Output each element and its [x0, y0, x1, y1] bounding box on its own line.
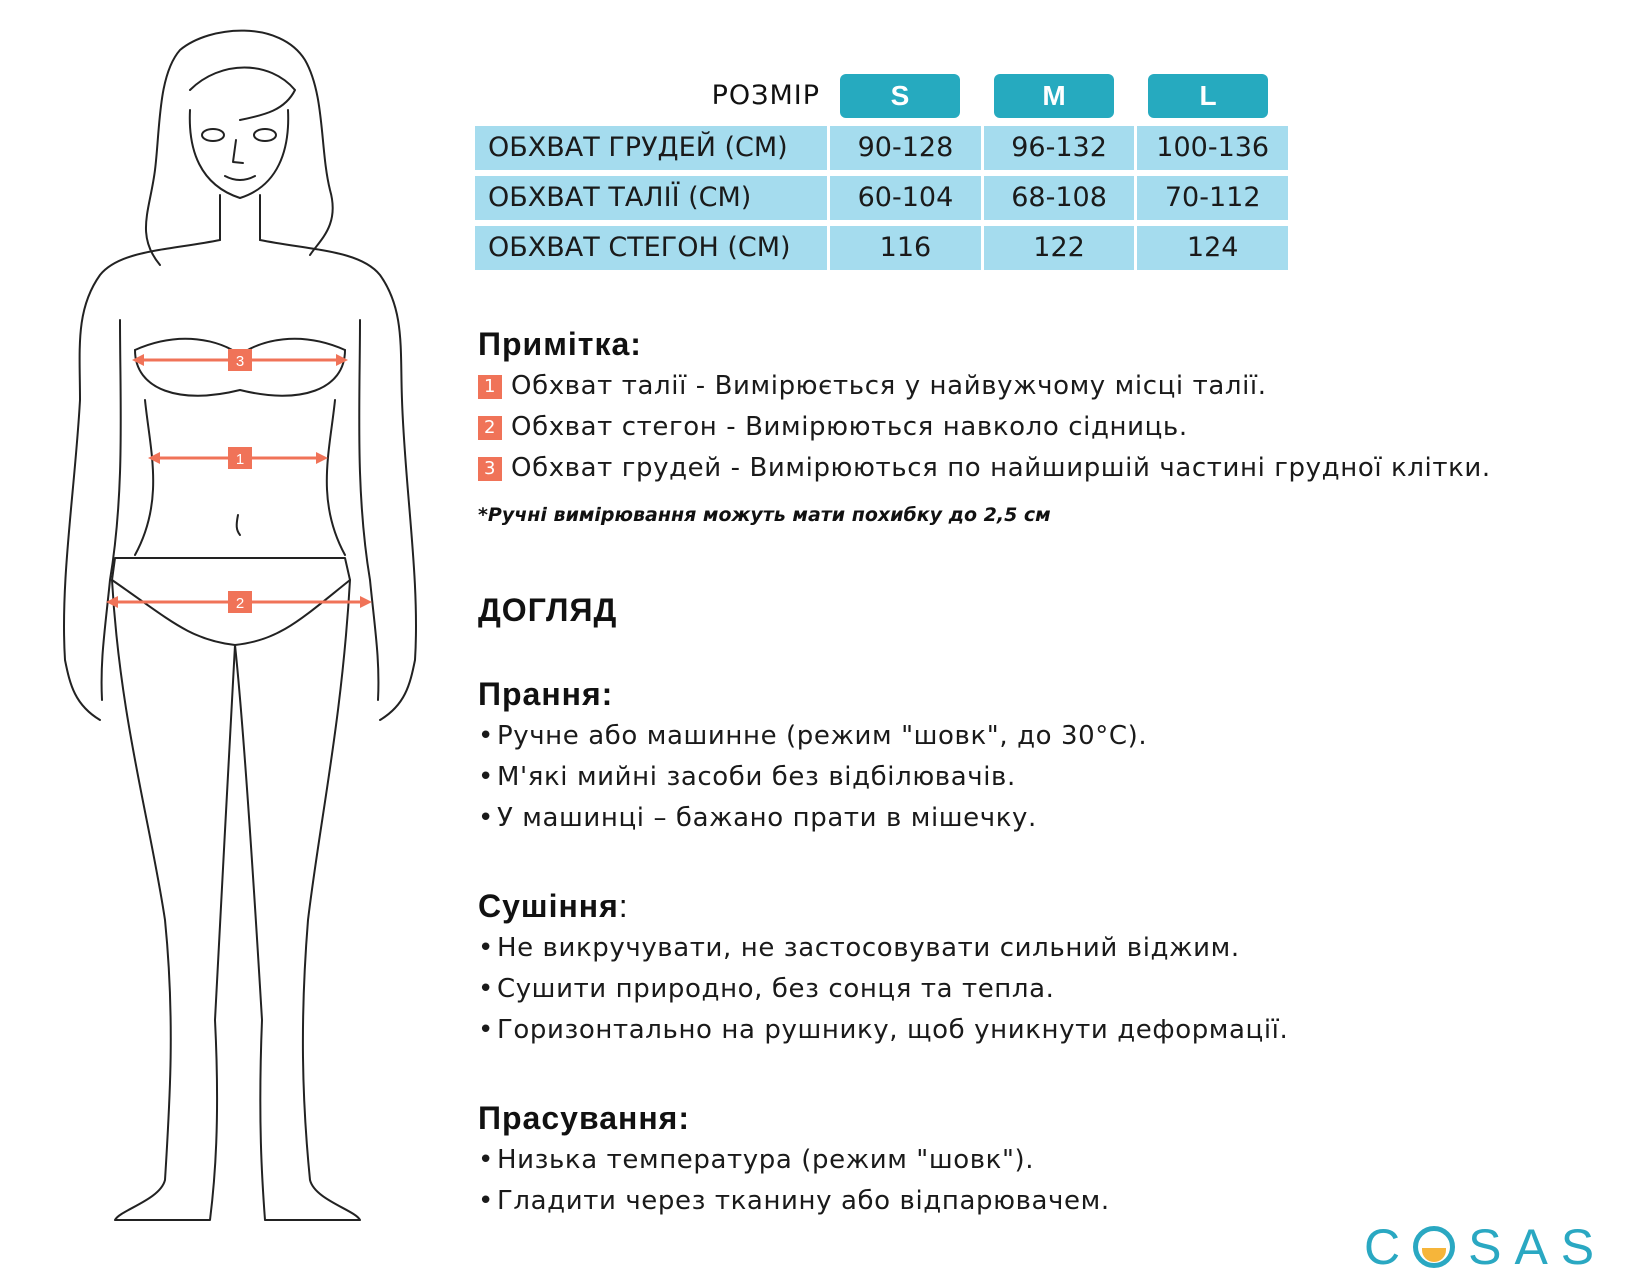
table-cell: 96-132	[984, 126, 1135, 170]
list-item-text: Ручне або машинне (режим "шовк", до 30°С).	[496, 721, 1148, 751]
table-cell: 122	[984, 226, 1135, 270]
list-item-text: М'які мийні засоби без відбілювачів.	[496, 762, 1016, 792]
size-pill-l: L	[1148, 74, 1268, 118]
note-item-text: Обхват грудей - Вимірюються по найширшій частині грудної клітки.	[511, 453, 1491, 483]
bullet-icon: •	[478, 933, 494, 963]
drying-title-colon: :	[618, 888, 629, 924]
logo-sun-icon	[1413, 1226, 1455, 1268]
note-title: Примітка:	[478, 326, 642, 362]
brand-logo	[1364, 1219, 1608, 1275]
table-row	[475, 176, 1288, 220]
list-item-text: Низька температура (режим "шовк").	[496, 1145, 1035, 1175]
note-item-text: Обхват талії - Вимірюється у найвужчому місці талії.	[511, 371, 1267, 401]
drying-title-text: Сушіння	[478, 888, 619, 924]
table-cell: 70-112	[1137, 176, 1288, 220]
bullet-icon: •	[478, 974, 494, 1004]
bullet-icon: •	[478, 1145, 494, 1175]
note-item	[478, 412, 1188, 442]
note-number-badge: 1	[478, 375, 502, 399]
bullet-icon: •	[478, 1186, 494, 1216]
marker-waist: 1	[235, 451, 245, 468]
table-cell: 116	[830, 226, 981, 270]
table-cell: 124	[1137, 226, 1288, 270]
table-cell: 60-104	[830, 176, 981, 220]
logo-letters-start: C	[1364, 1219, 1414, 1275]
list-item-text: Гладити через тканину або відпарювачем.	[496, 1186, 1110, 1216]
washing-title-text: Прання	[478, 676, 602, 712]
row-label: ОБХВАТ ГРУДЕЙ (СМ)	[475, 126, 827, 170]
row-label: ОБХВАТ ТАЛІЇ (СМ)	[475, 176, 827, 220]
bullet-icon: •	[478, 721, 494, 751]
table-cell: 68-108	[984, 176, 1135, 220]
marker-chest: 3	[235, 353, 245, 370]
row-label: ОБХВАТ СТЕГОН (СМ)	[475, 226, 827, 270]
list-item	[478, 974, 1055, 1004]
ironing-title-colon: :	[678, 1100, 690, 1136]
note-item	[478, 453, 1491, 483]
table-cell: 90-128	[830, 126, 981, 170]
list-item-text: У машинці – бажано прати в мішечку.	[496, 803, 1037, 833]
list-item	[478, 1015, 1288, 1045]
list-item	[478, 803, 1037, 833]
table-cell: 100-136	[1137, 126, 1288, 170]
list-item	[478, 721, 1147, 751]
washing-title-colon: :	[601, 676, 614, 712]
bullet-icon: •	[478, 803, 494, 833]
note-item	[478, 371, 1267, 401]
size-header-label: РОЗМІР	[711, 80, 820, 111]
size-pill-s: S	[840, 74, 960, 118]
note-footnote: *Ручні вимірювання можуть мати похибку до 2,5 см	[478, 504, 1051, 526]
bullet-icon: •	[478, 1015, 494, 1045]
list-item	[478, 762, 1016, 792]
care-title: ДОГЛЯД	[478, 592, 618, 628]
list-item	[478, 1186, 1110, 1216]
logo-letters-end: SAS	[1468, 1219, 1608, 1275]
size-pill-m: M	[994, 74, 1114, 118]
drying-title	[478, 888, 629, 925]
table-row	[475, 226, 1288, 270]
bullet-icon: •	[478, 762, 494, 792]
table-row	[475, 126, 1288, 170]
washing-title	[478, 676, 613, 713]
ironing-title	[478, 1100, 690, 1137]
list-item	[478, 1145, 1034, 1175]
body-measurement-figure	[40, 20, 440, 1270]
list-item	[478, 933, 1240, 963]
marker-hips: 2	[235, 595, 245, 612]
note-item-text: Обхват стегон - Вимірюються навколо сідниць.	[511, 412, 1188, 442]
note-number-badge: 2	[478, 416, 502, 440]
list-item-text: Сушити природно, без сонця та тепла.	[496, 974, 1055, 1004]
note-number-badge: 3	[478, 457, 502, 481]
size-table	[475, 72, 1288, 270]
size-header-row	[475, 72, 1288, 120]
list-item-text: Горизонтально на рушнику, щоб уникнути деформації.	[496, 1015, 1289, 1045]
ironing-title-text: Прасування	[478, 1100, 679, 1136]
list-item-text: Не викручувати, не застосовувати сильний віджим.	[496, 933, 1240, 963]
